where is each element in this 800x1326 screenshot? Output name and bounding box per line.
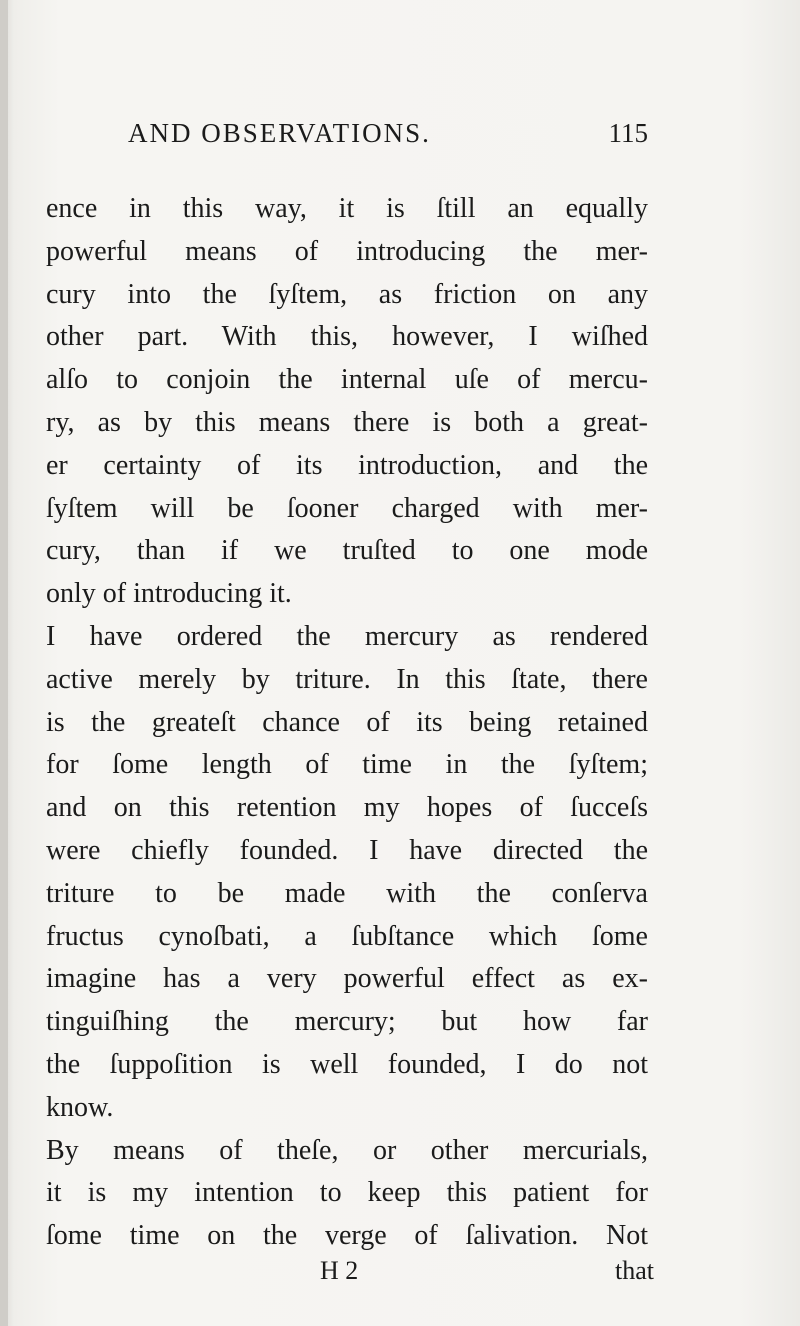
text-line: tinguiſhing the mercury; but how far <box>46 1006 648 1038</box>
text-line: for ſome length of time in the ſyſtem; <box>46 749 648 781</box>
text-line: active merely by triture. In this ſtate, there <box>46 663 648 695</box>
text-line: is the greateſt chance of its being retained <box>46 706 648 738</box>
paragraph <box>46 1130 648 1258</box>
text-line: ry, as by this means there is both a great- <box>46 406 648 438</box>
text-line: and on this retention my hopes of ſucceſs <box>46 792 648 824</box>
page-footer <box>46 1256 654 1292</box>
text-line: were chiefly founded. I have directed the <box>46 834 648 866</box>
text-line: triture to be made with the conſerva <box>46 877 648 909</box>
text-line: alſo to conjoin the internal uſe of mercu- <box>46 364 648 396</box>
text-line: ſyſtem will be ſooner charged with mer- <box>46 492 648 524</box>
catchword: that <box>615 1256 654 1285</box>
page-number: 115 <box>608 118 648 148</box>
text-line: it is my intention to keep this patient for <box>46 1177 648 1209</box>
text-line: er certainty of its introduction, and the <box>46 449 648 481</box>
running-head: AND OBSERVATIONS. <box>128 118 431 148</box>
text-line: only of introducing it. <box>46 578 292 610</box>
text-line: the ſuppoſition is well founded, I do not <box>46 1048 648 1080</box>
text-line: imagine has a very powerful effect as ex- <box>46 963 648 995</box>
text-line: ence in this way, it is ſtill an equally <box>46 193 648 224</box>
text-line: ſome time on the verge of ſalivation. Not <box>46 1220 648 1252</box>
text-line: By means of theſe, or other mercurials, <box>46 1134 648 1166</box>
text-line: fructus cynoſbati, a ſubſtance which ſome <box>46 920 648 952</box>
text-line: other part. With this, however, I wiſhed <box>46 321 648 353</box>
text-line: powerful means of introducing the mer- <box>46 235 648 267</box>
text-line: cury into the ſyſtem, as friction on any <box>46 278 648 310</box>
signature-mark: H 2 <box>320 1256 359 1285</box>
page-header <box>128 118 648 158</box>
body-text <box>46 188 648 1258</box>
page-gutter-edge <box>0 0 8 1326</box>
paragraph <box>46 188 648 616</box>
text-line: cury, than if we truſted to one mode <box>46 535 648 567</box>
paragraph <box>46 616 648 1130</box>
text-line: I have ordered the mercury as rendered <box>46 620 648 652</box>
text-line: know. <box>46 1091 114 1123</box>
